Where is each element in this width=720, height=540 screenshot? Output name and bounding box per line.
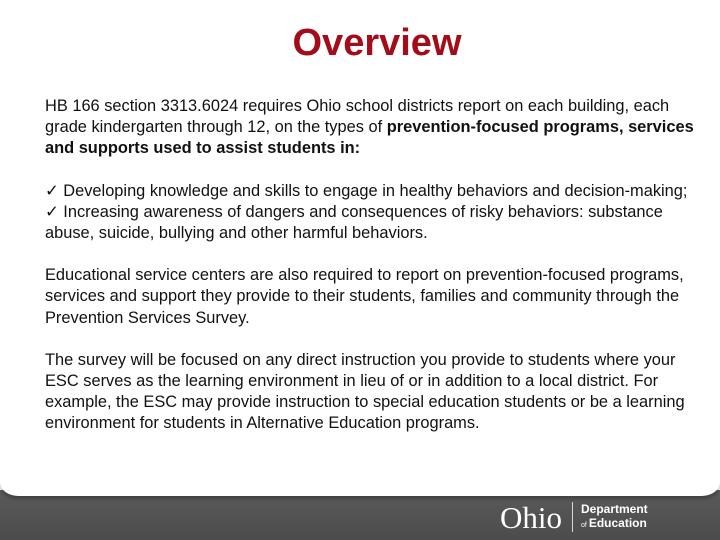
intro-paragraph (45, 96, 695, 160)
logo-department-text (581, 502, 648, 533)
intro-bold-text: prevention-focused programs, services and supports used to assist students in: (45, 118, 694, 158)
checklist-item (45, 202, 695, 244)
intro-text: HB 166 section 3313.6024 requires Ohio school districts report on each building, each grade kindergarten through 12, on the types of (45, 97, 670, 137)
esc-paragraph: Educational service centers are also required to report on prevention-focused programs, services and support they provide to their students, families and community through the Prevention Services Survey. (45, 266, 684, 327)
slide-title: Overview (292, 22, 462, 64)
checklist-item (45, 181, 695, 202)
checklist-item-text: Developing knowledge and skills to engage in healthy behaviors and decision-making; (58, 181, 688, 200)
survey-paragraph: The survey will be focused on any direct instruction you provide to students where your ESC serves as the learning environment in lieu of or in addition to a local district. For example, the ESC may provide instruction to special education students or be a learning environment for students in Alternative Education programs. (45, 350, 685, 433)
logo-divider (572, 502, 573, 532)
footer-bar-edge (0, 474, 720, 496)
checklist-item-text: Increasing awareness of dangers and consequences of risky behaviors: substance abuse, suicide, bullying and other harmful behaviors. (45, 202, 663, 243)
slide-body (45, 96, 695, 456)
checkmark-icon: ✓ (45, 202, 59, 221)
ohio-department-of-education-logo (500, 500, 648, 534)
checkmark-icon: ✓ (45, 181, 59, 200)
logo-of-education: of Education (581, 515, 647, 530)
logo-ohio-wordmark: Ohio (500, 499, 562, 535)
logo-department: Department (581, 501, 648, 516)
checklist (45, 181, 695, 245)
